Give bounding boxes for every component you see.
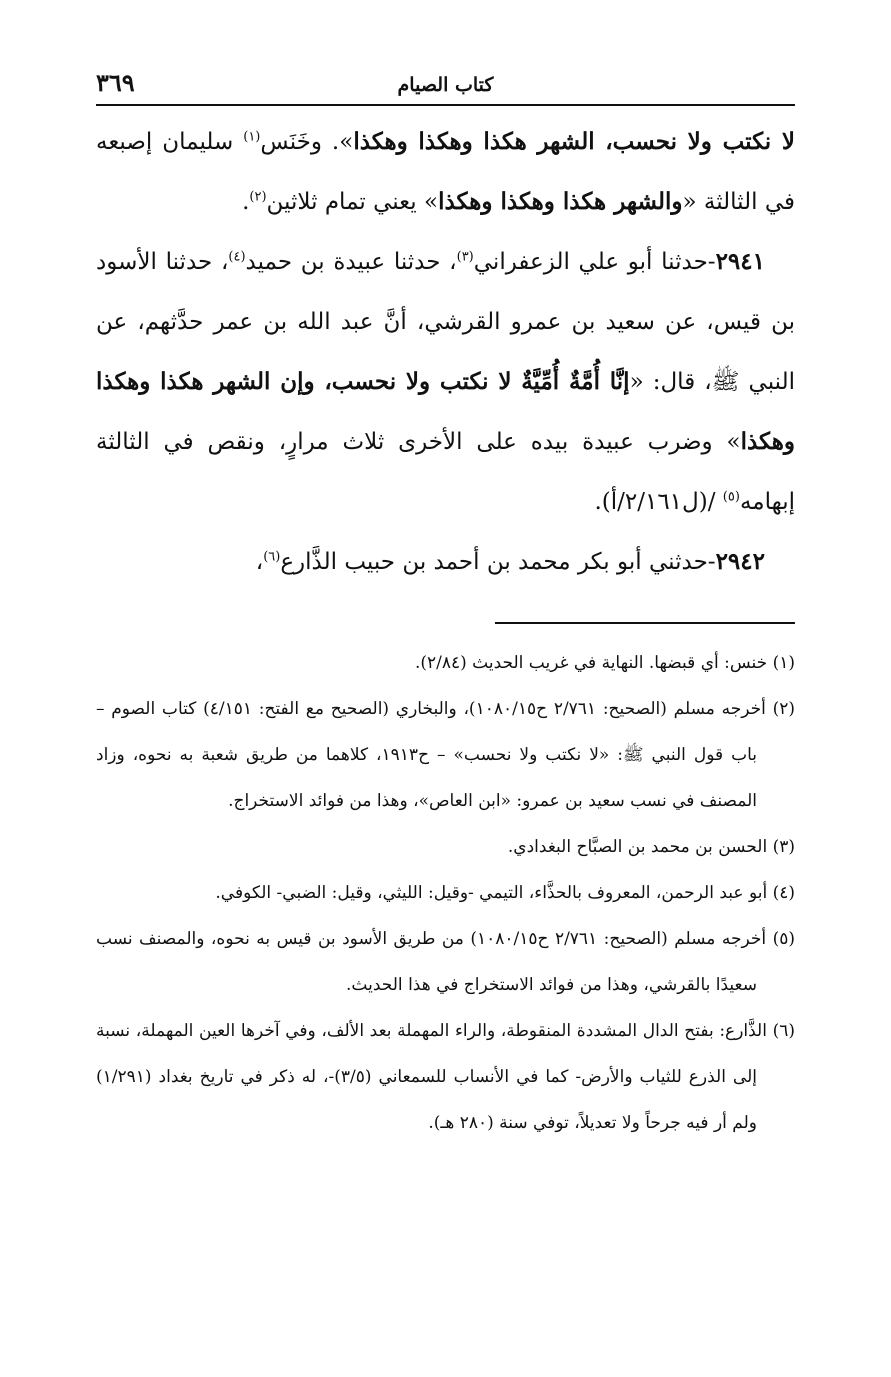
running-title: كتاب الصيام <box>397 74 494 96</box>
footnotes <box>96 640 795 1146</box>
text-run: . <box>242 189 250 215</box>
footnote-ref-3[interactable]: (٣) <box>456 249 474 265</box>
footnote-ref-6[interactable]: (٦) <box>263 549 281 565</box>
hadith-2942 <box>96 532 795 592</box>
hadith-2941 <box>96 232 795 532</box>
footnote-4: (٤) أبو عبد الرحمن، المعروف بالحذَّاء، التيمي -وقيل: الليثي، وقيل: الضبي- الكوفي. <box>215 883 795 903</box>
paragraph-continuation <box>96 112 795 232</box>
page-header <box>96 68 795 106</box>
text-run: ، حدثنا عبيدة بن حميد <box>245 249 457 275</box>
hadith-quote: لا نكتب ولا نحسب، الشهر هكذا وهكذا وهكذا <box>353 128 795 155</box>
hadith-number: ٢٩٤١ <box>715 248 765 275</box>
footnote-ref-1[interactable]: (١) <box>243 129 261 145</box>
footnote-3: (٣) الحسن بن محمد بن الصبَّاح البغدادي. <box>507 837 795 857</box>
hadith-number: ٢٩٤٢ <box>715 548 765 575</box>
footnote-divider <box>495 622 795 624</box>
text-run: -حدثني أبو بكر محمد بن أحمد بن حبيب الذَّارع <box>280 549 716 575</box>
text-run: » يعني تمام ثلاثين <box>266 189 439 215</box>
text-run: » وضرب عبيدة بيده على الأخرى ثلاث مرارٍ، ونقص في الثالثة إبهامه <box>96 429 795 515</box>
page-number: ٣٦٩ <box>96 68 135 97</box>
footnote-ref-5[interactable]: (٥) <box>722 489 740 505</box>
footnote-1: (١) خنس: أي قبضها. النهاية في غريب الحديث (٢/٨٤). <box>414 653 795 673</box>
footnote-6: (٦) الذَّارع: بفتح الدال المشددة المنقوطة، والراء المهملة بعد الألف، وفي آخرها العين المهملة، نسبة إلى الذرع للثياب والأرض- كما في الأنساب للسمعاني (٣/٥)-، له ذكر في تاريخ بغداد (١/٢٩١) ولم أر فيه جرحاً ولا تعديلاً، توفي سنة (٢٨٠ هـ). <box>96 1021 795 1133</box>
footnote-ref-4[interactable]: (٤) <box>228 249 246 265</box>
text-run: -حدثنا أبو علي الزعفراني <box>473 249 716 275</box>
main-text <box>96 112 795 592</box>
footnote-5: (٥) أخرجه مسلم (الصحيح: ٢/٧٦١ ح١٠٨٠/١٥) من طريق الأسود بن قيس به نحوه، والمصنف نسب سعيدًا بالقرشي، وهذا من فوائد الاستخراج في هذا الحديث. <box>96 929 795 995</box>
hadith-quote: والشهر هكذا وهكذا وهكذا <box>438 188 683 215</box>
text-run: ، <box>255 549 264 575</box>
text-run: ». وخَنَس <box>260 129 354 155</box>
text-run: سليمان إصبعه في الثالثة « <box>96 129 795 215</box>
text-run: ، حدثنا الأسود بن قيس، عن سعيد بن عمرو القرشي، أنَّ عبد الله بن عمر حدَّثهم، عن النبي ﷺ، قال: « <box>96 249 795 395</box>
text-run: /(ل٢/١٦١/أ). <box>594 489 723 515</box>
hadith-quote: إنَّا أُمَّةٌ أُمِّيَّةٌ لا نكتب ولا نحسب، وإن الشهر هكذا وهكذا وهكذا <box>96 368 795 455</box>
footnote-2: (٢) أخرجه مسلم (الصحيح: ٢/٧٦١ ح١٠٨٠/١٥)، والبخاري (الصحيح مع الفتح: ٤/١٥١) كتاب الصوم – باب قول النبي ﷺ: «لا نكتب ولا نحسب» – ح١٩١٣، كلاهما من طريق شعبة به نحوه، وزاد المصنف في نسب سعيد بن عمرو: «ابن العاص»، وهذا من فوائد الاستخراج. <box>96 699 795 811</box>
footnote-ref-2[interactable]: (٢) <box>249 189 267 205</box>
